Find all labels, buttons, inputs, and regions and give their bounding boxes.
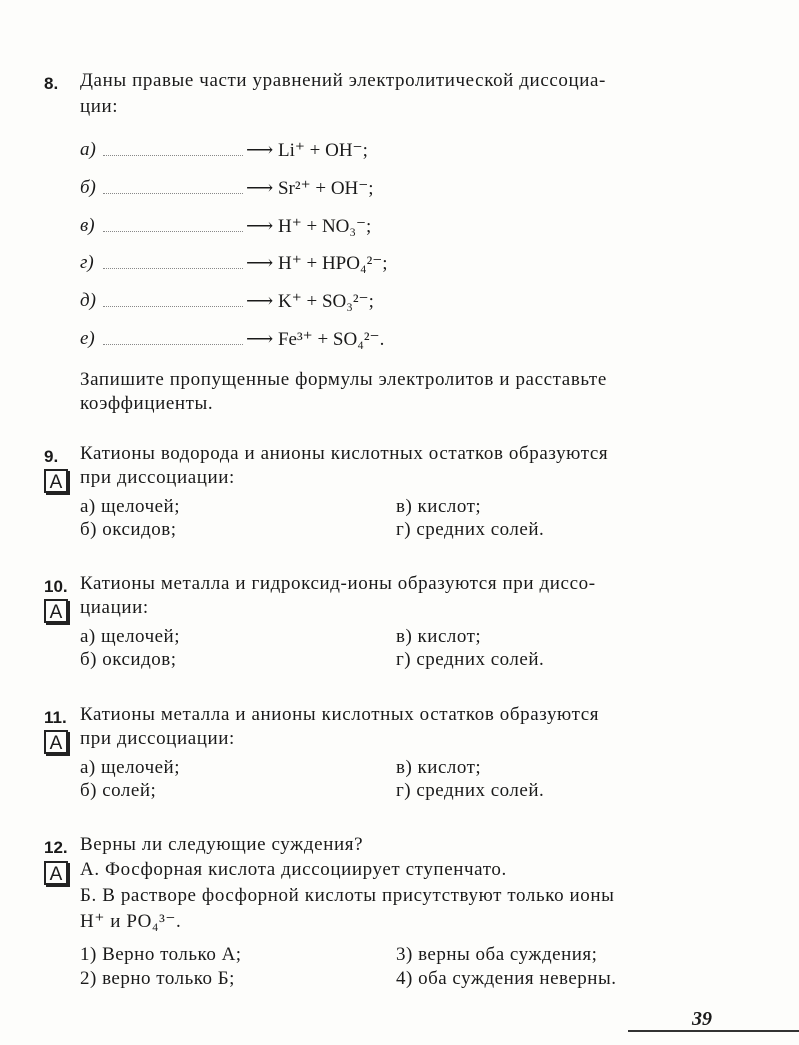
difficulty-badge-11: А: [44, 730, 68, 754]
q12-option-4[interactable]: 4) оба суждения неверны.: [396, 968, 617, 989]
q9-option-v[interactable]: в) кислот;: [396, 496, 482, 517]
eq-rhs-d: ⟶ K⁺ + SO₃²⁻;: [246, 291, 374, 312]
q9-option-b[interactable]: б) оксидов;: [80, 519, 177, 540]
q9-option-g[interactable]: г) средних солей.: [396, 519, 545, 540]
question-8-number: 8.: [44, 74, 59, 93]
difficulty-badge-12: А: [44, 861, 68, 885]
answer-blank-e[interactable]: [103, 344, 243, 345]
q10-option-v[interactable]: в) кислот;: [396, 626, 482, 647]
question-10-text-line2: циации:: [80, 597, 149, 618]
difficulty-badge-9: А: [44, 469, 68, 493]
question-10-text-line1: Катионы металла и гидроксид-ионы образуются при диссо-: [80, 573, 596, 594]
q11-option-a[interactable]: а) щелочей;: [80, 757, 180, 778]
eq-label-b: б): [80, 177, 96, 198]
question-12-statement-b-ions: H⁺ и PO₄³⁻.: [80, 911, 182, 932]
question-12-statement-b: Б. В растворе фосфорной кислоты присутствуют только ионы: [80, 885, 615, 906]
eq-rhs-v: ⟶ H⁺ + NO₃⁻;: [246, 216, 372, 237]
footer-rule: [628, 1030, 799, 1032]
eq-rhs-b: ⟶ Sr²⁺ + OH⁻;: [246, 178, 374, 199]
question-8-instruction-line2: коэффициенты.: [80, 393, 214, 414]
q12-option-1[interactable]: 1) Верно только А;: [80, 944, 242, 965]
question-9-text-line1: Катионы водорода и анионы кислотных остатков образуются: [80, 443, 609, 464]
question-8-text-line2: ции:: [80, 96, 119, 117]
eq-rhs-e: ⟶ Fe³⁺ + SO₄²⁻.: [246, 329, 385, 350]
q10-option-a[interactable]: а) щелочей;: [80, 626, 180, 647]
question-8-instruction-line1: Запишите пропущенные формулы электролитов и расставьте: [80, 369, 607, 390]
answer-blank-d[interactable]: [103, 306, 243, 307]
eq-label-e: е): [80, 328, 95, 349]
eq-label-a: а): [80, 139, 96, 160]
q11-option-g[interactable]: г) средних солей.: [396, 780, 545, 801]
q12-option-3[interactable]: 3) верны оба суждения;: [396, 944, 598, 965]
answer-blank-a[interactable]: [103, 155, 243, 156]
q10-option-b[interactable]: б) оксидов;: [80, 649, 177, 670]
answer-blank-v[interactable]: [103, 231, 243, 232]
q10-option-g[interactable]: г) средних солей.: [396, 649, 545, 670]
q9-option-a[interactable]: а) щелочей;: [80, 496, 180, 517]
question-10-number: 10.: [44, 577, 68, 596]
eq-rhs-a: ⟶ Li⁺ + OH⁻;: [246, 140, 368, 161]
eq-label-g: г): [80, 252, 94, 273]
q11-option-v[interactable]: в) кислот;: [396, 757, 482, 778]
question-12-text-line1: Верны ли следующие суждения?: [80, 834, 364, 855]
question-11-text-line2: при диссоциации:: [80, 728, 235, 749]
eq-rhs-g: ⟶ H⁺ + HPO₄²⁻;: [246, 253, 388, 274]
difficulty-badge-10: А: [44, 599, 68, 623]
question-8-text-line1: Даны правые части уравнений электролитической диссоциа-: [80, 70, 606, 91]
answer-blank-g[interactable]: [103, 268, 243, 269]
question-12-number: 12.: [44, 838, 68, 857]
question-11-text-line1: Катионы металла и анионы кислотных остатков образуются: [80, 704, 600, 725]
question-9-text-line2: при диссоциации:: [80, 467, 235, 488]
q11-option-b[interactable]: б) солей;: [80, 780, 157, 801]
question-11-number: 11.: [44, 708, 67, 727]
answer-blank-b[interactable]: [103, 193, 243, 194]
question-12-statement-a: А. Фосфорная кислота диссоциирует ступенчато.: [80, 859, 507, 880]
eq-label-d: д): [80, 290, 96, 311]
question-9-number: 9.: [44, 447, 59, 466]
eq-label-v: в): [80, 215, 95, 236]
q12-option-2[interactable]: 2) верно только Б;: [80, 968, 235, 989]
page-number: 39: [692, 1008, 712, 1030]
